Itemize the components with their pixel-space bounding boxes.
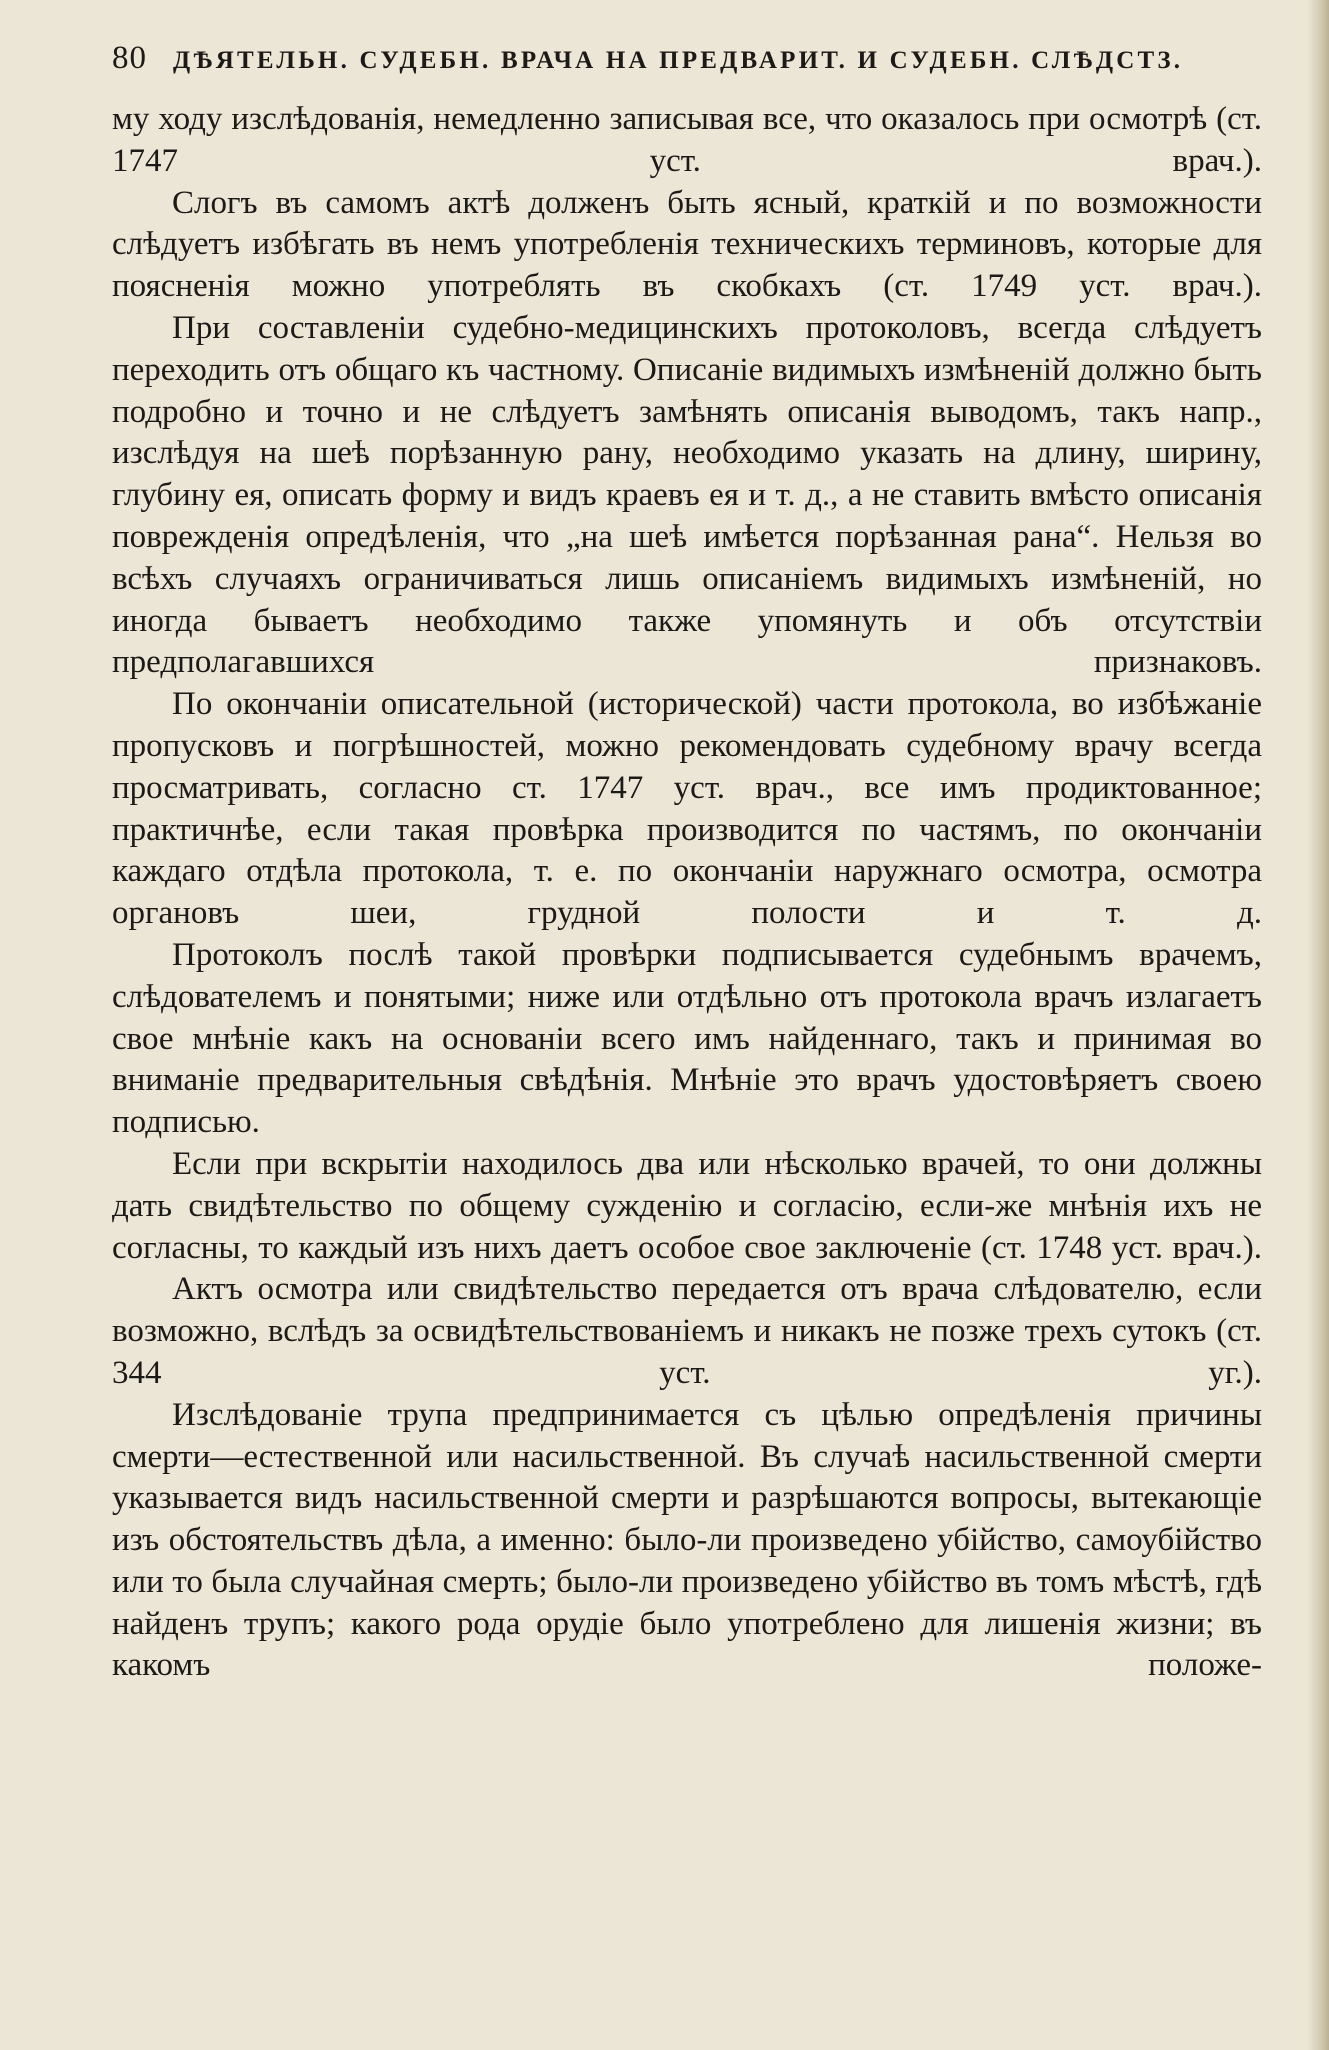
paragraph-style: Слогъ въ самомъ актѣ долженъ быть ясный, краткій и по возможности слѣдуетъ избѣгать въ немъ употребленія техническихъ терминовъ, которые для поясненія можно употреблять въ скобкахъ (ст. 1749 уст. врач.). [112,184,1262,305]
page-header [112,40,1262,77]
paragraph-act-transfer: Актъ осмотра или свидѣтельство передается отъ врача слѣдователю, если возможно, вслѣдъ за освидѣтельствованіемъ и никакъ не позже трехъ сутокъ (ст. 344 уст. уг.). [112,1271,1262,1391]
paragraph-continuation: му ходу изслѣдованія, немедленно записывая все, что оказалось при осмотрѣ (ст. 1747 уст. врач.). [112,101,1262,179]
paragraph-protocol-composition: При составленіи судебно-медицинскихъ протоколовъ, всегда слѣдуетъ переходить отъ общаго къ частному. Описаніе видимыхъ измѣненій должно быть подробно и точно и не слѣдуетъ замѣнять описанія выводомъ, такъ напр., изслѣдуя на шеѣ порѣзанную рану, необходимо указать на длину, ширину, глубину ея, описать форму и видъ краевъ ея и т. д., а не ставить вмѣсто описанія поврежденія опредѣленія, что „на шеѣ имѣется порѣзанная рана“. Нельзя во всѣхъ случаяхъ ограничиваться лишь описаніемъ видимыхъ измѣненій, но иногда бываетъ необходимо также упомянуть и объ отсутствіи предполагавшихся признаковъ. [112,309,1262,681]
page-edge-shadow [1307,0,1329,2050]
body-text [112,99,1262,1687]
paragraph-protocol-review: По окончаніи описательной (исторической) части протокола, во избѣжаніе пропусковъ и погрѣшностей, можно рекомендовать судебному врачу всегда просматривать, согласно ст. 1747 уст. врач., все имъ продиктованное; практичнѣе, если такая провѣрка производится по частямъ, по окончаніи каждаго отдѣла протокола, т. е. по окончаніи наружнаго осмотра, осмотра органовъ шеи, грудной полости и т. д. [112,686,1262,932]
page-number: 80 [112,40,147,76]
paragraph-protocol-signature: Протоколъ послѣ такой провѣрки подписывается судебнымъ врачемъ, слѣдователемъ и понятыми; ниже или отдѣльно отъ протокола врачъ излагаетъ свое мнѣніе какъ на основаніи всего имъ найденнаго, такъ и принимая во вниманіе предварительныя свѣдѣнія. Мнѣніе это врачъ удостовѣряетъ своею подписью. [112,936,1262,1141]
paragraph-corpse-examination: Изслѣдованіе трупа предпринимается съ цѣлью опредѣленія причины смерти—естественной или насильственной. Въ случаѣ насильственной смерти указывается видъ насильственной смерти и разрѣшаются вопросы, вытекающіе изъ обстоятельствъ дѣла, а именно: было-ли произведено убійство, самоубійство или то была случайная смерть; было-ли произведено убійство въ томъ мѣстѣ, гдѣ найденъ трупъ; какого рода орудіе было употреблено для лишенія жизни; въ какомъ положе- [112,1396,1262,1684]
paragraph-several-doctors: Если при вскрытіи находилось два или нѣсколько врачей, то они должны дать свидѣтельство по общему сужденію и согласію, если-же мнѣнія ихъ не согласны, то каждый изъ нихъ даетъ особое свое заключеніе (ст. 1748 уст. врач.). [112,1145,1262,1266]
running-head: ДѢЯТЕЛЬН. СУДЕБН. ВРАЧА НА ПРЕДВАРИТ. И СУДЕБН. СЛѢДСТЗ. [173,47,1184,74]
